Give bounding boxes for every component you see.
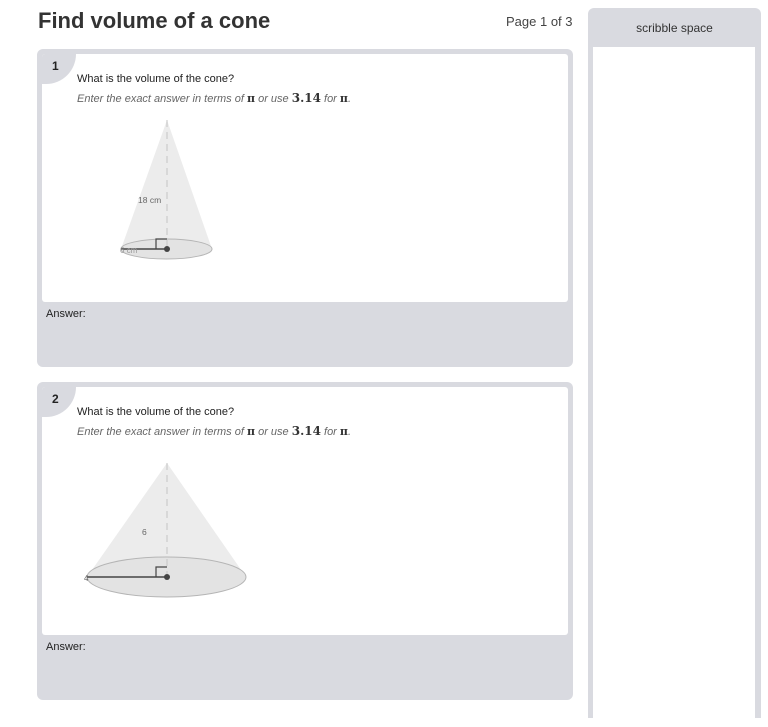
instruction-text: .: [347, 426, 352, 438]
question-body: [42, 387, 568, 635]
pi-symbol: π: [246, 425, 256, 438]
question-prompt: What is the volume of the cone?: [77, 406, 235, 418]
answer-label: Answer:: [46, 641, 86, 653]
instruction-text: or use: [255, 93, 292, 105]
answer-label: Answer:: [46, 308, 86, 320]
question-prompt: What is the volume of the cone?: [77, 73, 235, 85]
pi-symbol: π: [246, 92, 256, 105]
pi-approximation: 3.14: [291, 424, 321, 438]
question-card-2: [37, 382, 573, 700]
center-point: [164, 246, 170, 252]
scribble-area[interactable]: [593, 47, 755, 727]
instruction-text: for: [320, 93, 340, 105]
instruction-text: for: [320, 426, 340, 438]
radius-label: 4: [84, 574, 89, 583]
scribble-label: scribble space: [636, 21, 713, 35]
pi-symbol: π: [339, 425, 348, 438]
cone-diagram: [42, 54, 568, 302]
question-number: 1: [52, 59, 59, 73]
height-label: 18 cm: [138, 195, 162, 205]
radius-label: 6 cm: [120, 246, 138, 255]
page-indicator: Page 1 of 3: [506, 14, 573, 29]
instruction-text: Enter the exact answer in terms of: [77, 93, 247, 105]
question-card-1: [37, 49, 573, 367]
scribble-panel: [588, 8, 761, 718]
pi-approximation: 3.14: [291, 91, 321, 105]
height-label: 6: [142, 527, 147, 537]
pi-symbol: π: [339, 92, 348, 105]
question-number: 2: [52, 392, 59, 406]
center-point: [164, 574, 170, 580]
instruction-text: .: [347, 93, 352, 105]
instruction-text: or use: [255, 426, 292, 438]
page-title: Find volume of a cone: [38, 8, 271, 33]
instruction-text: Enter the exact answer in terms of: [77, 426, 247, 438]
question-body: [42, 54, 568, 302]
cone-diagram: [42, 387, 568, 635]
